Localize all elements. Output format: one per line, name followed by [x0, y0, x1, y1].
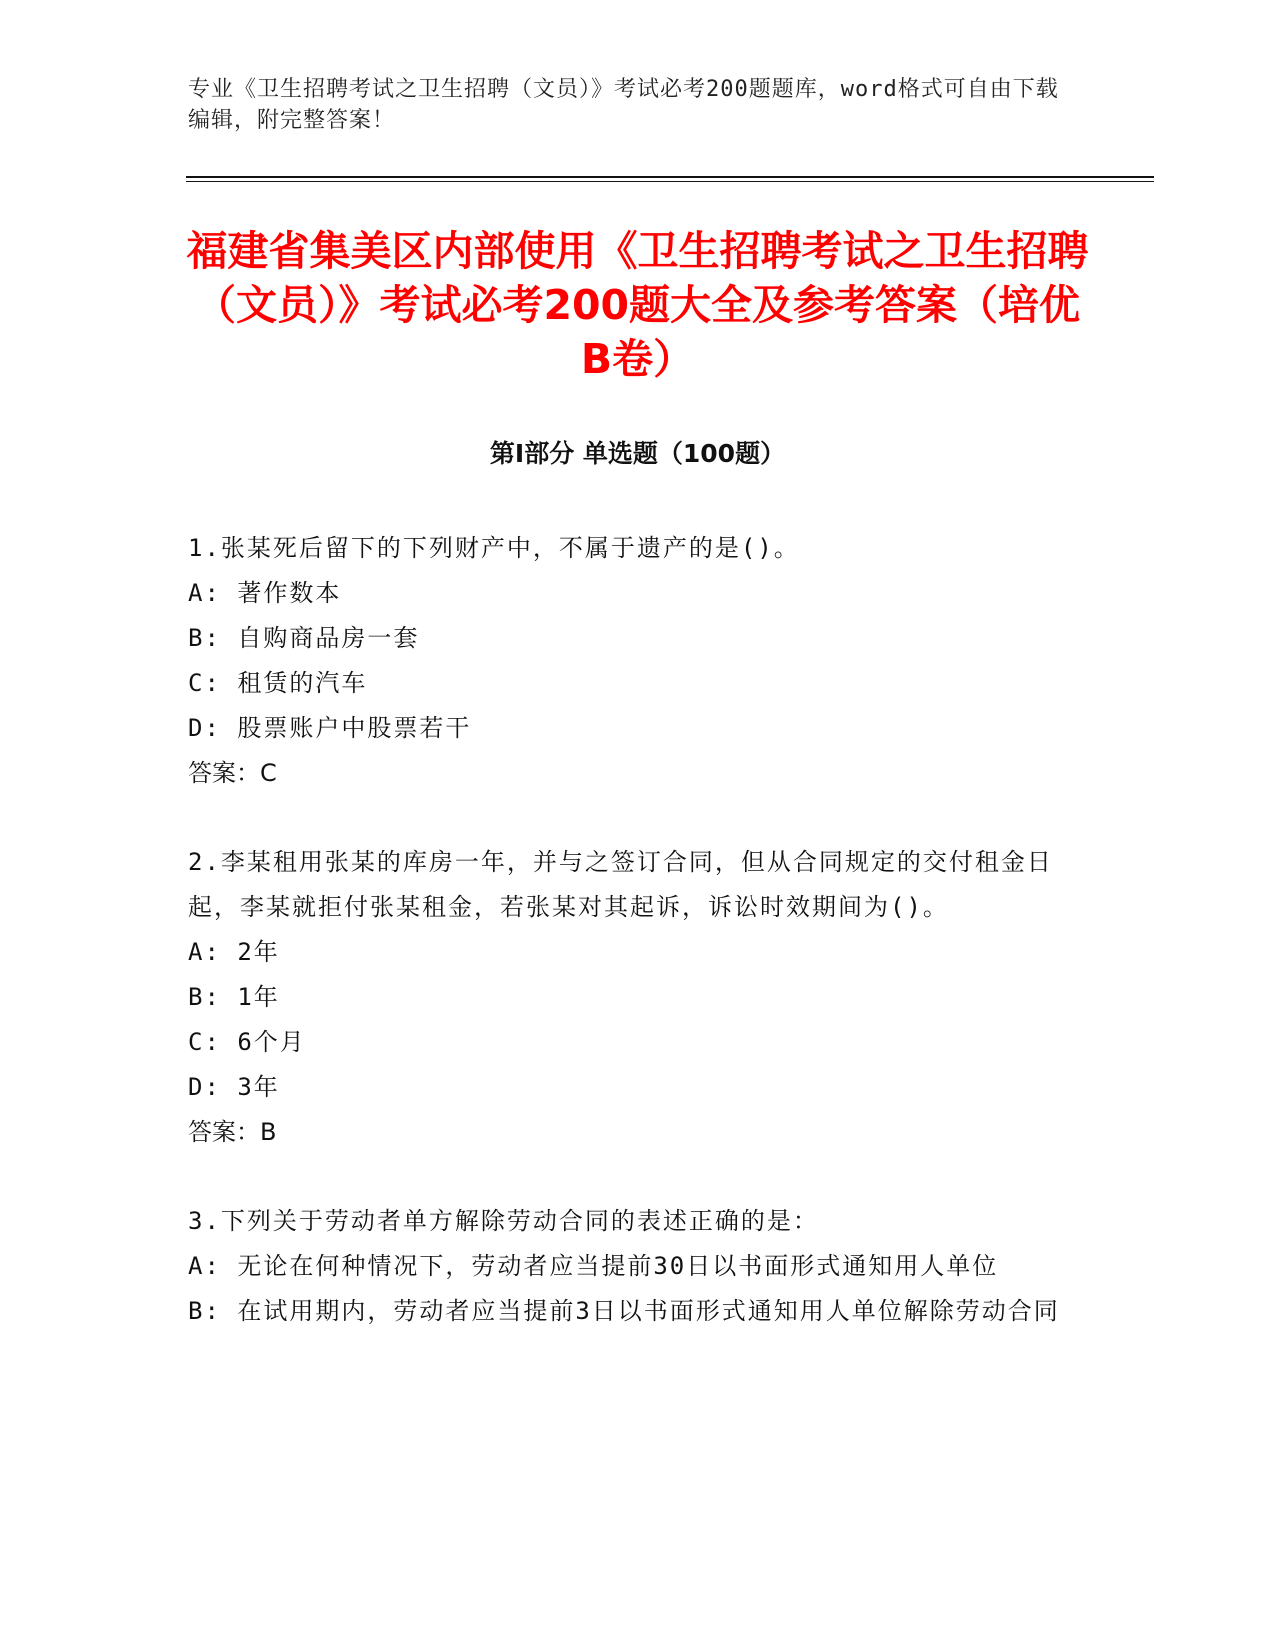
question-stem: 2.李某租用张某的库房一年，并与之签订合同，但从合同规定的交付租金日起，李某就拒付张某租金，若张某对其起诉，诉讼时效期间为()。 [188, 848, 1053, 921]
question-stem: 3.下列关于劳动者单方解除劳动合同的表述正确的是： [188, 1207, 819, 1235]
answer: 答案：C [188, 759, 277, 787]
answer: 答案：B [188, 1118, 277, 1146]
option-d: D: 股票账户中股票若干 [188, 714, 472, 742]
option-b: B: 1年 [188, 983, 280, 1011]
option-a: A: 著作数本 [188, 579, 342, 607]
option-a: A: 无论在何种情况下，劳动者应当提前30日以书面形式通知用人单位 [188, 1252, 999, 1280]
option-b: B: 自购商品房一套 [188, 624, 420, 652]
document-title: 福建省集美区内部使用《卫生招聘考试之卫生招聘（文员）》考试必考200题大全及参考答案（培优B卷） [186, 227, 1089, 383]
question-2 [188, 840, 1068, 1155]
option-c: C: 租赁的汽车 [188, 669, 368, 697]
option-c: C: 6个月 [188, 1028, 306, 1056]
question-1 [188, 526, 1068, 796]
option-b: B: 在试用期内，劳动者应当提前3日以书面形式通知用人单位解除劳动合同 [188, 1297, 1060, 1325]
header-divider-thin [186, 181, 1154, 182]
question-3 [188, 1199, 1068, 1334]
header-divider-thick [186, 176, 1154, 178]
option-a: A: 2年 [188, 938, 280, 966]
question-stem: 1.张某死后留下的下列财产中，不属于遗产的是()。 [188, 534, 800, 562]
header-note: 专业《卫生招聘考试之卫生招聘（文员）》考试必考200题题库，word格式可自由下载编辑，附完整答案！ [188, 77, 1059, 133]
option-d: D: 3年 [188, 1073, 280, 1101]
section-title: 第I部分 单选题（100题） [489, 439, 786, 468]
question-list [188, 526, 1068, 1378]
